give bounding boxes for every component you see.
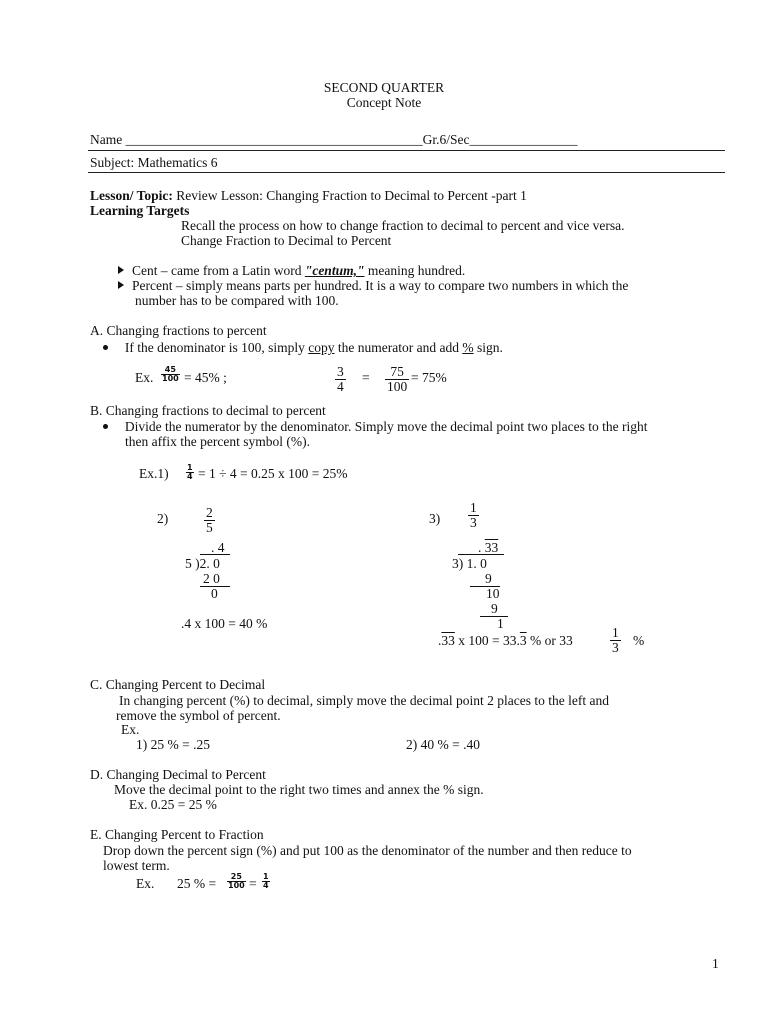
section-e-rule-2: lowest term.: [103, 858, 170, 873]
page-title: SECOND QUARTER: [323, 80, 445, 95]
page-number: 1: [712, 956, 719, 971]
learning-target-1: Recall the process on how to change fraction to decimal to percent and vice versa.: [181, 218, 625, 233]
division-line: 3) 1. 0: [452, 556, 487, 571]
subtraction-bar: [480, 616, 508, 617]
division-bar: [200, 554, 230, 555]
example-3-result: [438, 634, 573, 649]
division-bar: [458, 554, 504, 555]
section-c-rule-2: remove the symbol of percent.: [116, 708, 281, 723]
example-2-label: 2): [157, 511, 169, 526]
example-2: 2) 40 % = .40: [406, 737, 480, 752]
section-a-heading: A. Changing fractions to percent: [90, 323, 267, 338]
fraction-1-4: [186, 464, 194, 481]
denominator: 100: [387, 378, 408, 394]
fraction-1-3-mixed: [610, 626, 621, 654]
repeating-digits: 3: [519, 633, 527, 648]
subtraction: 2 0: [203, 571, 220, 586]
result-part: .: [438, 633, 442, 648]
learning-targets-label: Learning Targets: [90, 203, 190, 218]
arrow-bullet-icon: [118, 266, 124, 274]
fraction-45-100: [161, 366, 180, 383]
rule-text: Divide the numerator by the denominator. Simply move the decimal point two places to the right: [124, 419, 648, 434]
example-label: Ex.: [136, 876, 155, 891]
fraction-2-5: [204, 506, 215, 534]
denominator: 3: [470, 514, 477, 530]
name-line: Name ____________________________________________Gr.6/Sec________________: [90, 132, 578, 147]
percent-line-1: Percent – simply means parts per hundred. It is a way to compare two numbers in which the: [132, 278, 629, 293]
numerator: 45: [164, 365, 176, 374]
remainder: 10: [486, 586, 500, 601]
lesson-topic: [90, 189, 527, 204]
quotient: . 4: [211, 540, 225, 555]
subject-line: Subject: Mathematics 6: [90, 155, 218, 170]
numerator: 3: [337, 364, 344, 379]
divider: [88, 150, 725, 151]
denominator: 100: [228, 881, 245, 890]
example-1: 1) 25 % = .25: [136, 737, 210, 752]
denominator: 4: [337, 378, 344, 394]
section-e-rule-1: Drop down the percent sign (%) and put 100 as the denominator of the number and then reduce to: [103, 843, 632, 858]
section-b-rule-2: then affix the percent symbol (%).: [125, 434, 310, 449]
remainder: 0: [211, 586, 218, 601]
result-part: x 100 = 33.: [454, 633, 520, 648]
section-a-rule: [103, 341, 503, 356]
centum-word: "centum,": [304, 263, 365, 278]
section-e-heading: E. Changing Percent to Fraction: [90, 827, 264, 842]
example-label: Ex.: [121, 722, 140, 737]
example-result: = 75%: [411, 370, 447, 385]
section-d-rule: Move the decimal point to the right two times and annex the % sign.: [114, 782, 484, 797]
fraction-75-100: [385, 365, 409, 393]
example-2-result: .4 x 100 = 40 %: [181, 616, 268, 631]
numerator: 1: [263, 872, 269, 881]
bullet-dot-icon: [103, 424, 108, 429]
cent-pre: Cent – came from a Latin word: [132, 263, 305, 278]
numerator: 75: [390, 364, 404, 379]
fraction-1-3: [468, 501, 479, 529]
numerator: 1: [612, 625, 619, 640]
arrow-bullet-icon: [118, 281, 124, 289]
page-subtitle: Concept Note: [346, 95, 422, 110]
section-c-rule-1: In changing percent (%) to decimal, simply move the decimal point 2 places to the left and: [119, 693, 609, 708]
copy-word: copy: [308, 340, 335, 355]
rule-text: the numerator and add: [334, 340, 463, 355]
section-d-heading: D. Changing Decimal to Percent: [90, 767, 266, 782]
lesson-topic-text: Review Lesson: Changing Fraction to Decimal to Percent -part 1: [172, 188, 527, 203]
section-d-example: Ex. 0.25 = 25 %: [129, 797, 217, 812]
numerator: 1: [187, 463, 193, 472]
section-b-rule: [103, 420, 648, 435]
subtraction: 9: [485, 571, 492, 586]
cent-post: meaning hundred.: [364, 263, 466, 278]
divider: [88, 172, 725, 173]
example-1-text: = 1 ÷ 4 = 0.25 x 100 = 25%: [198, 466, 348, 481]
section-c-heading: C. Changing Percent to Decimal: [90, 677, 266, 692]
denominator: 4: [263, 881, 269, 890]
fraction-1-4: [262, 873, 270, 890]
repeating-digits: 33: [484, 540, 499, 555]
denominator: 4: [187, 472, 193, 481]
equals-sign: =: [249, 876, 257, 891]
fraction-3-4: [335, 365, 346, 393]
subtraction: 9: [491, 601, 498, 616]
example-label: Ex.: [135, 370, 154, 385]
denominator: 100: [162, 374, 179, 383]
rule-text: If the denominator is 100, simply: [124, 340, 309, 355]
percent-line-2: number has to be compared with 100.: [135, 293, 339, 308]
fraction-25-100: [227, 873, 246, 890]
division-line: 5 )2. 0: [185, 556, 220, 571]
numerator: 1: [470, 500, 477, 515]
bullet-percent: [118, 279, 628, 294]
bullet-dot-icon: [103, 345, 108, 350]
example-1-label: Ex.1): [139, 466, 169, 481]
percent-sign: %: [633, 633, 645, 648]
example-result: = 45% ;: [184, 370, 227, 385]
rule-text: sign.: [473, 340, 503, 355]
learning-target-2: Change Fraction to Decimal to Percent: [181, 233, 392, 248]
repeating-digits: 33: [441, 633, 455, 648]
lesson-topic-label: Lesson/ Topic:: [90, 188, 173, 203]
numerator: 2: [206, 505, 213, 520]
bullet-cent: [118, 264, 465, 279]
percent-symbol: %: [462, 340, 474, 355]
section-b-heading: B. Changing fractions to decimal to percent: [90, 403, 326, 418]
denominator: 5: [206, 519, 213, 535]
equals-sign: =: [362, 370, 370, 385]
result-part: % or 33: [526, 633, 573, 648]
example-pre: 25 % =: [177, 876, 217, 891]
numerator: 25: [230, 872, 242, 881]
example-3-label: 3): [429, 511, 441, 526]
quotient-dot: .: [478, 540, 485, 555]
remainder: 1: [497, 616, 504, 631]
denominator: 3: [612, 639, 619, 655]
